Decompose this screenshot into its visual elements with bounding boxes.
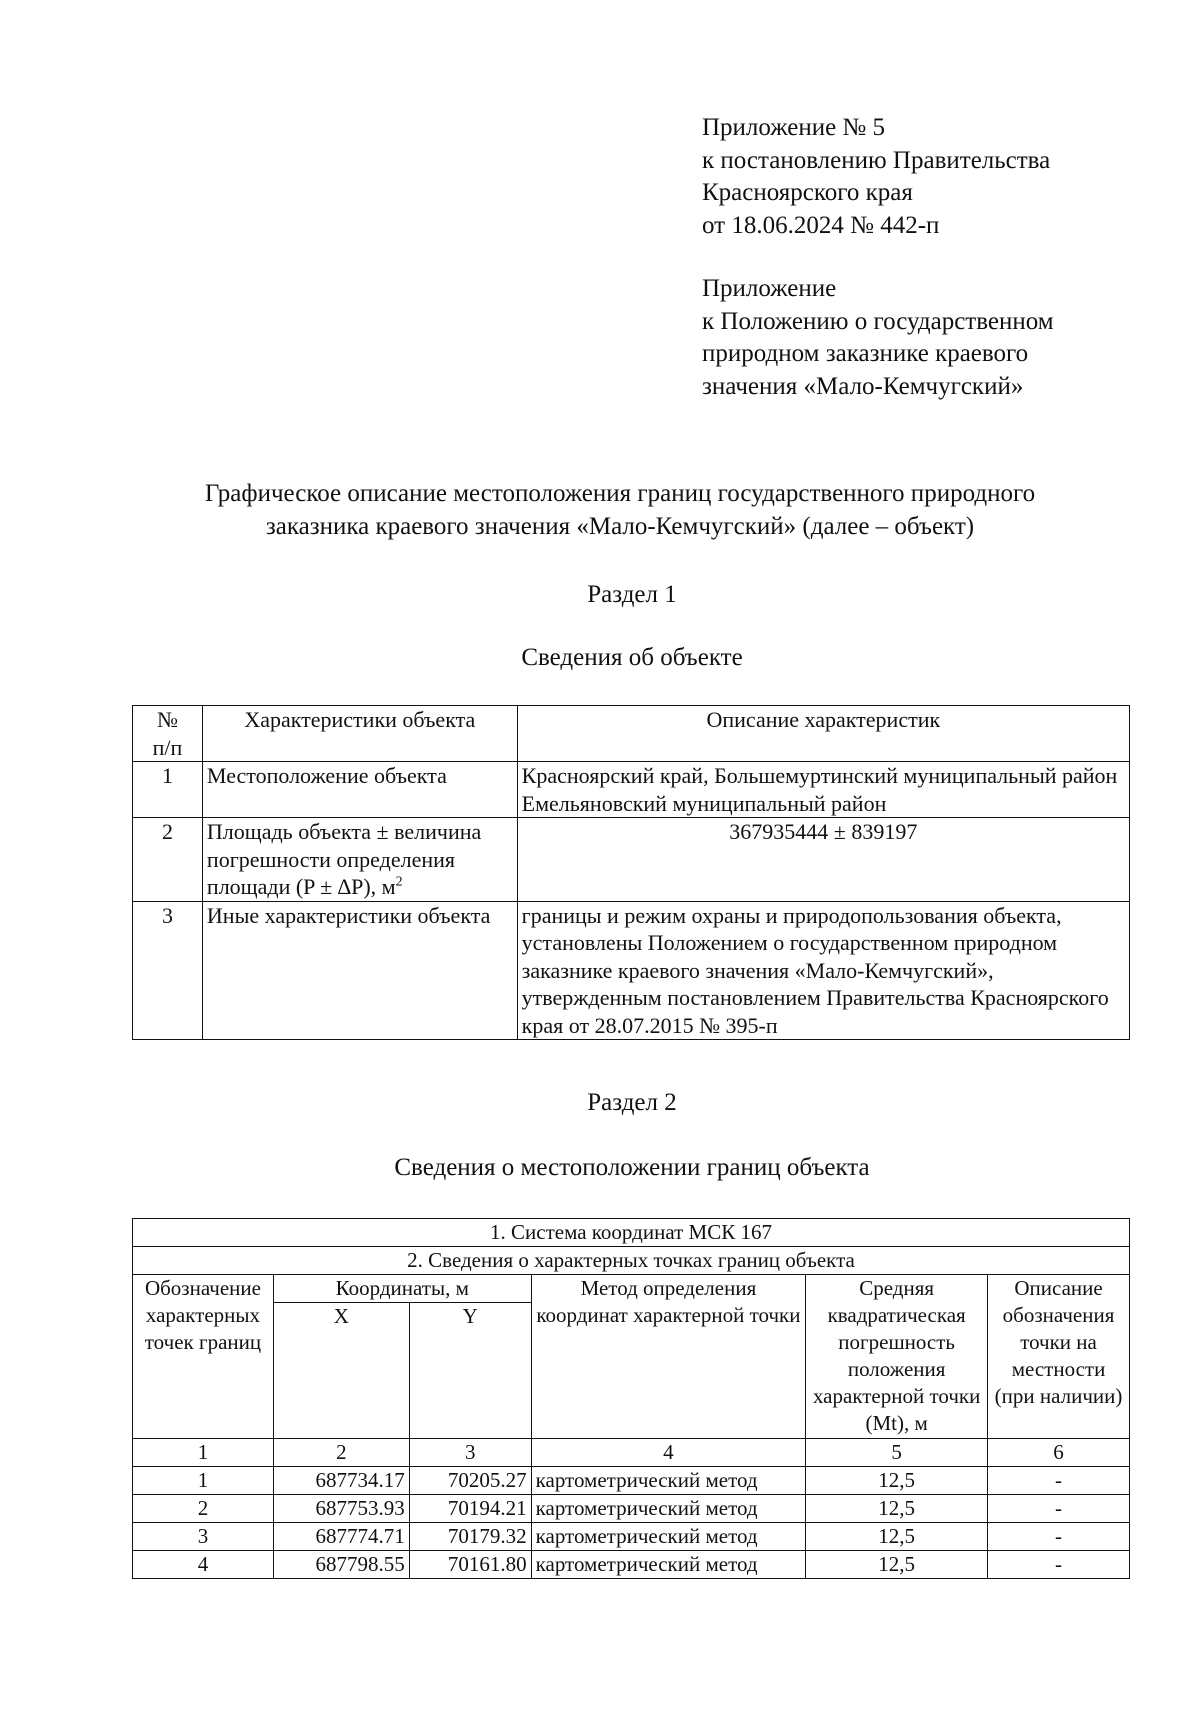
section1-heading: Раздел 1 bbox=[587, 581, 677, 608]
point-method: картометрический метод bbox=[531, 1523, 806, 1551]
header-x: X bbox=[273, 1303, 409, 1439]
appendix-line: Красноярского края bbox=[702, 179, 913, 206]
point-method: картометрический метод bbox=[531, 1495, 806, 1523]
column-number-row bbox=[133, 1439, 1130, 1467]
system-row bbox=[133, 1219, 1130, 1247]
appendix-line: Приложение № 5 bbox=[702, 114, 886, 141]
point-desc: - bbox=[988, 1467, 1130, 1495]
point-number: 4 bbox=[133, 1551, 274, 1579]
table-header-row bbox=[133, 1275, 1130, 1303]
point-method: картометрический метод bbox=[531, 1551, 806, 1579]
row-name-cell bbox=[202, 818, 517, 902]
header-cell: Описание характеристик bbox=[517, 706, 1129, 762]
appendix-line: от 18.06.2024 № 442-п bbox=[702, 211, 940, 239]
table-row bbox=[133, 818, 1130, 902]
point-y: 70179.32 bbox=[409, 1523, 531, 1551]
header-desc: Описание обозначения точки на местности (при наличии) bbox=[988, 1275, 1130, 1439]
column-number: 5 bbox=[806, 1439, 988, 1467]
row-name: Иные характеристики объекта bbox=[202, 901, 517, 1040]
points-title-row bbox=[133, 1247, 1130, 1275]
title-line-1: Графическое описание местоположения границ государственного природного bbox=[204, 480, 1036, 507]
row-name: Площадь объекта ± величина погрешности определения площади (P ± ∆P), м bbox=[206, 819, 482, 899]
section2-subheading: Сведения о местоположении границ объекта bbox=[394, 1154, 870, 1181]
table-row bbox=[133, 762, 1130, 818]
boundary-points-table bbox=[132, 1218, 1130, 1579]
point-desc: - bbox=[988, 1523, 1130, 1551]
section2-heading: Раздел 2 bbox=[587, 1089, 677, 1116]
table-row bbox=[133, 1467, 1130, 1495]
point-number: 1 bbox=[133, 1467, 274, 1495]
table-row bbox=[133, 1551, 1130, 1579]
column-number: 4 bbox=[531, 1439, 806, 1467]
column-number: 6 bbox=[988, 1439, 1130, 1467]
point-number: 3 bbox=[133, 1523, 274, 1551]
point-x: 687774.71 bbox=[273, 1523, 409, 1551]
appendix-line: значения «Мало-Кемчугский» bbox=[702, 372, 1024, 400]
document-title bbox=[120, 477, 1120, 543]
header-cell: № п/п bbox=[133, 706, 203, 762]
table-row bbox=[133, 901, 1130, 1040]
point-mt: 12,5 bbox=[806, 1523, 988, 1551]
row-desc: 367935444 ± 839197 bbox=[517, 818, 1129, 902]
appendix-line: к постановлению Правительства bbox=[702, 146, 1051, 174]
point-desc: - bbox=[988, 1551, 1130, 1579]
title-line-2: заказника краевого значения «Мало-Кемчугский» (далее – объект) bbox=[265, 513, 975, 540]
column-number: 1 bbox=[133, 1439, 274, 1467]
point-method: картометрический метод bbox=[531, 1467, 806, 1495]
section1-subheading: Сведения об объекте bbox=[521, 644, 743, 671]
appendix-block bbox=[702, 112, 1162, 403]
points-title: 2. Сведения о характерных точках границ объекта bbox=[133, 1247, 1130, 1275]
object-info-table bbox=[132, 705, 1130, 1040]
point-x: 687734.17 bbox=[273, 1467, 409, 1495]
header-cell: Характеристики объекта bbox=[202, 706, 517, 762]
row-desc: границы и режим охраны и природопользования объекта, установлены Положением о государственном природном заказнике краевого значения «Мало-Кемчугский», утвержденным постановлением Правительства Красноярского края от 28.07.2015 № 395-п bbox=[517, 901, 1129, 1040]
point-desc: - bbox=[988, 1495, 1130, 1523]
row-desc: Красноярский край, Большемуртинский муниципальный район Емельяновский муниципальный район bbox=[517, 762, 1129, 818]
table-row bbox=[133, 1495, 1130, 1523]
point-mt: 12,5 bbox=[806, 1495, 988, 1523]
appendix-line: к Положению о государственном bbox=[702, 307, 1054, 335]
row-number: 2 bbox=[133, 818, 203, 902]
header-y: Y bbox=[409, 1303, 531, 1439]
table-header-row bbox=[133, 706, 1130, 762]
row-number: 3 bbox=[133, 901, 203, 1040]
point-x: 687753.93 bbox=[273, 1495, 409, 1523]
appendix-line: Приложение bbox=[702, 275, 837, 302]
row-name: Местоположение объекта bbox=[202, 762, 517, 818]
superscript: 2 bbox=[395, 874, 403, 890]
point-y: 70194.21 bbox=[409, 1495, 531, 1523]
coordinate-system: 1. Система координат МСК 167 bbox=[133, 1219, 1130, 1247]
table-row bbox=[133, 1523, 1130, 1551]
appendix-line: природном заказнике краевого bbox=[702, 340, 1029, 367]
column-number: 2 bbox=[273, 1439, 409, 1467]
point-x: 687798.55 bbox=[273, 1551, 409, 1579]
point-mt: 12,5 bbox=[806, 1551, 988, 1579]
point-number: 2 bbox=[133, 1495, 274, 1523]
header-coords: Координаты, м bbox=[273, 1275, 531, 1303]
point-y: 70161.80 bbox=[409, 1551, 531, 1579]
header-designation: Обозначение характерных точек границ bbox=[133, 1275, 274, 1439]
header-method: Метод определения координат характерной точки bbox=[531, 1275, 806, 1439]
point-mt: 12,5 bbox=[806, 1467, 988, 1495]
column-number: 3 bbox=[409, 1439, 531, 1467]
header-error: Средняя квадратическая погрешность положения характерной точки (Mt), м bbox=[806, 1275, 988, 1439]
row-number: 1 bbox=[133, 762, 203, 818]
point-y: 70205.27 bbox=[409, 1467, 531, 1495]
